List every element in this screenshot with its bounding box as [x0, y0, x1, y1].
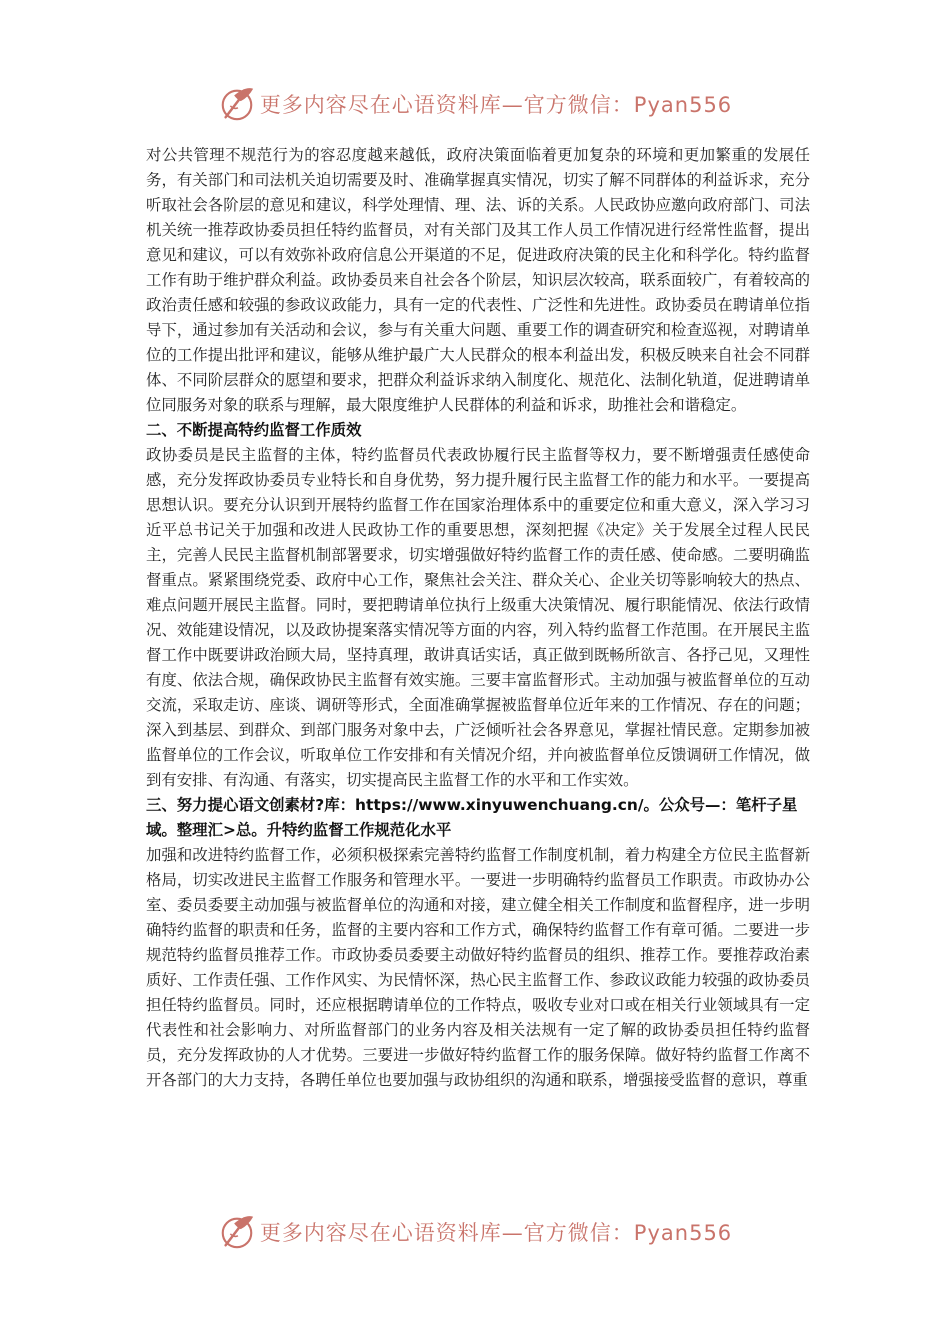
- section-heading-3: 三、努力提心语文创素材?库：https://www.xinyuwenchuang.cn/。公众号—：笔杆子星域。整理汇>总。升特约监督工作规范化水平: [146, 796, 798, 839]
- banner-text: 更多内容尽在心语资料库—官方微信：Pyan556: [259, 93, 733, 117]
- section-heading-2: 二、不断提高特约监督工作质效: [146, 421, 362, 439]
- quill-logo-icon: [218, 1213, 256, 1251]
- paragraph-1: 对公共管理不规范行为的容忍度越来越低，政府决策面临着更加复杂的环境和更加繁重的发展任务，有关部门和司法机关迫切需要及时、准确掌握真实情况，切实了解不同群体的利益诉求，充分听取社会各阶层的意见和建议，科学处理情、理、法、诉的关系。人民政协应邀向政府部门、司法机关统一推荐政协委员担任特约监督员，对有关部门及其工作人员工作情况进行经常性监督，提出意见和建议，可以有效弥补政府信息公开渠道的不足，促进政府决策的民主化和科学化。特约监督工作有助于维护群众利益。政协委员来自社会各个阶层，知识层次较高，联系面较广，有着较高的政治责任感和较强的参政议政能力，具有一定的代表性、广泛性和先进性。政协委员在聘请单位指导下，通过参加有关活动和会议，参与有关重大问题、重要工作的调查研究和检查巡视，对聘请单位的工作提出批评和建议，能够从维护最广大人民群众的根本利益出发，积极反映来自社会不同群体、不同阶层群众的愿望和要求，把群众利益诉求纳入制度化、规范化、法制化轨道，促进聘请单位同服务对象的联系与理解，最大限度维护人民群体的利益和诉求，助推社会和谐稳定。: [146, 146, 810, 414]
- header-banner: [0, 84, 950, 124]
- paragraph-3: 加强和改进特约监督工作，必须积极探索完善特约监督工作制度机制，着力构建全方位民主监督新格局，切实改进民主监督工作服务和管理水平。一要进一步明确特约监督员工作职责。市政协办公室、委员委要主动加强与被监督单位的沟通和对接，建立健全相关工作制度和监督程序，进一步明确特约监督的职责和任务，监督的主要内容和工作方式，确保特约监督工作有章可循。二要进一步规范特约监督员推荐工作。市政协委员委要主动做好特约监督员的组织、推荐工作。要推荐政治素质好、工作责任强、工作作风实、为民情怀深，热心民主监督工作、参政议政能力较强的政协委员担任特约监督员。同时，还应根据聘请单位的工作特点，吸收专业对口或在相关行业领域具有一定代表性和社会影响力、对所监督部门的业务内容及相关法规有一定了解的政协委员担任特约监督员，充分发挥政协的人才优势。三要进一步做好特约监督工作的服务保障。做好特约监督工作离不开各部门的大力支持，各聘任单位也要加强与政协组织的沟通和联系，增强接受监督的意识，尊重: [146, 846, 810, 1089]
- document-body: [146, 143, 810, 1093]
- banner-text: 更多内容尽在心语资料库—官方微信：Pyan556: [259, 1221, 733, 1245]
- quill-logo-icon: [218, 85, 256, 123]
- paragraph-2: 政协委员是民主监督的主体，特约监督员代表政协履行民主监督等权力，要不断增强责任感使命感，充分发挥政协委员专业特长和自身优势，努力提升履行民主监督工作的能力和水平。一要提高思想认识。要充分认识到开展特约监督工作在国家治理体系中的重要定位和重大意义，深入学习习近平总书记关于加强和改进人民政协工作的重要思想，深刻把握《决定》关于发展全过程人民民主，完善人民民主监督机制部署要求，切实增强做好特约监督工作的责任感、使命感。二要明确监督重点。紧紧围绕党委、政府中心工作，聚焦社会关注、群众关心、企业关切等影响较大的热点、难点问题开展民主监督。同时，要把聘请单位执行上级重大决策情况、履行职能情况、依法行政情况、效能建设情况，以及政协提案落实情况等方面的内容，列入特约监督工作范围。在开展民主监督工作中既要讲政治顾大局，坚持真理，敢讲真话实话，真正做到既畅所欲言、各抒己见，又理性有度、依法合规，确保政协民主监督有效实施。三要丰富监督形式。主动加强与被监督单位的互动交流，采取走访、座谈、调研等形式，全面准确掌握被监督单位近年来的工作情况、存在的问题；深入到基层、到群众、到部门服务对象中去，广泛倾听社会各界意见，掌握社情民意。定期参加被监督单位的工作会议，听取单位工作安排和有关情况介绍，并向被监督单位反馈调研工作情况，做到有安排、有沟通、有落实，切实提高民主监督工作的水平和工作实效。: [146, 446, 810, 789]
- footer-banner: [0, 1212, 950, 1252]
